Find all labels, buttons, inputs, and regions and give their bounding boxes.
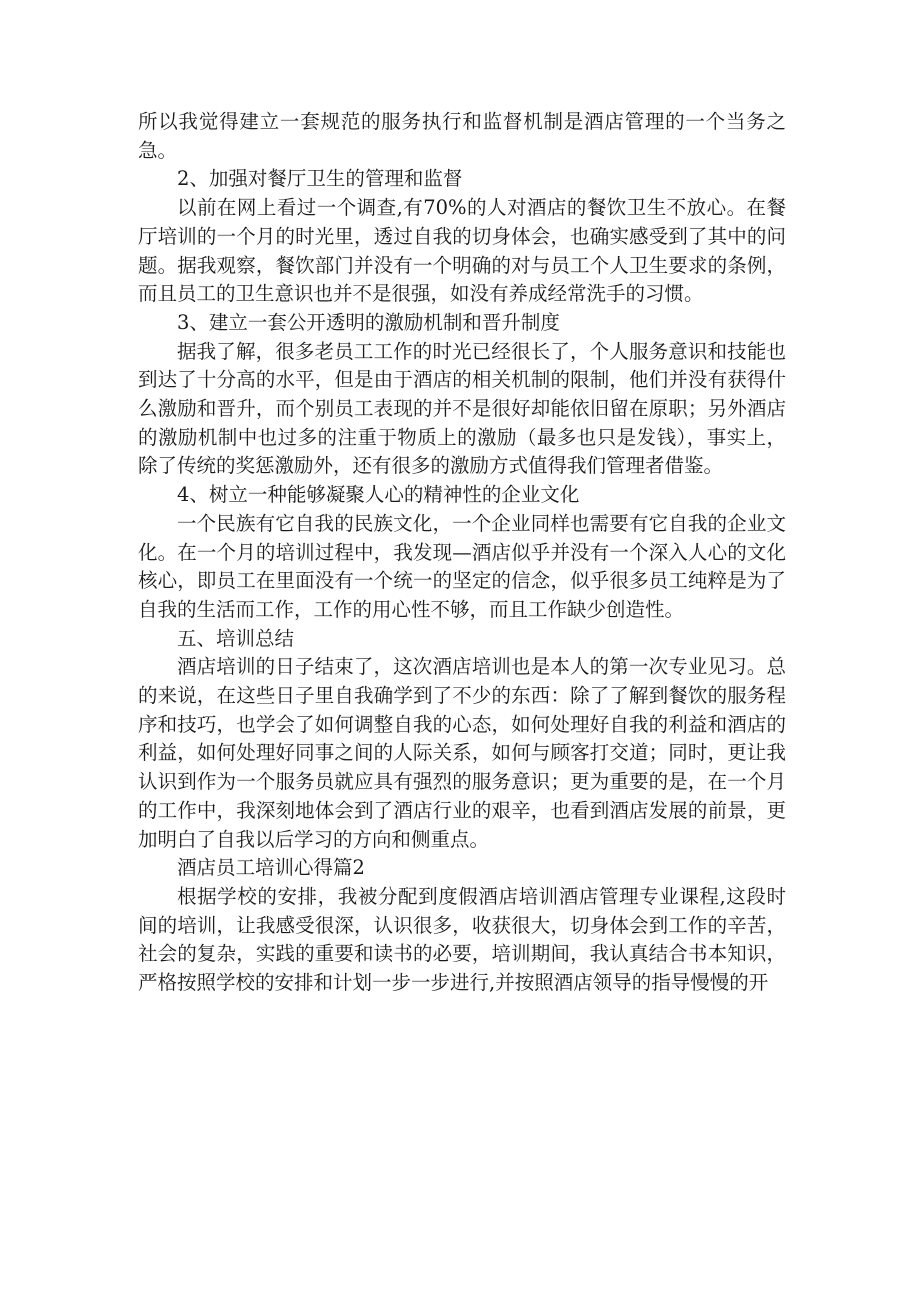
document-page <box>138 108 786 998</box>
heading-6: 4、树立一种能够凝聚人心的精神性的企业文化 <box>177 483 580 507</box>
paragraph-3: 以前在网上看过一个调查,有70%的人对酒店的餐饮卫生不放心。在餐厅培训的一个月的时光里，透过自我的切身体会，也确实感受到了其中的问题。据我观察，餐饮部门并没有一个明确的对与员工个人卫生要求的条例，而且员工的卫生意识也并不是很强，如没有养成经常洗手的习惯。 <box>138 196 786 306</box>
paragraph-9: 酒店培训的日子结束了，这次酒店培训也是本人的第一次专业见习。总的来说，在这些日子里自我确学到了不少的东西：除了了解到餐饮的服务程序和技巧，也学会了如何调整自我的心态，如何处理好自我的利益和酒店的利益，如何处理好同事之间的人际关系，如何与顾客打交道；同时，更让我认识到作为一个服务员就应具有强烈的服务意识；更为重要的是，在一个月的工作中，我深刻地体会到了酒店行业的艰辛，也看到酒店发展的前景，更加明白了自我以后学习的方向和侧重点。 <box>138 655 786 851</box>
heading-4: 3、建立一套公开透明的激励机制和晋升制度 <box>177 310 560 334</box>
paragraph-11: 根据学校的安排，我被分配到度假酒店培训酒店管理专业课程,这段时间的培训，让我感受很深，认识很多，收获很大，切身体会到工作的辛苦，社会的复杂，实践的重要和读书的必要，培训期间，我认真结合书本知识，严格按照学校的安排和计划一步一步进行,并按照酒店领导的指导慢慢的开 <box>138 884 786 995</box>
paragraph-5: 据我了解，很多老员工工作的时光已经很长了，个人服务意识和技能也到达了十分高的水平，但是由于酒店的相关机制的限制，他们并没有获得什么激励和晋升，而个别员工表现的并不是很好却能依旧留在原职；另外酒店的激励机制中也过多的注重于物质上的激励（最多也只是发钱），事实上，除了传统的奖惩激励外，还有很多的激励方式值得我们管理者借鉴。 <box>138 339 786 478</box>
heading-8: 五、培训总结 <box>177 626 295 650</box>
section-title-10: 酒店员工培训心得篇2 <box>177 856 365 880</box>
paragraph-1: 所以我觉得建立一套规范的服务执行和监督机制是酒店管理的一个当务之急。 <box>138 110 786 162</box>
paragraph-7: 一个民族有它自我的民族文化，一个企业同样也需要有它自我的企业文化。在一个月的培训过程中，我发现—酒店似乎并没有一个深入人心的文化核心，即员工在里面没有一个统一的坚定的信念，似乎很多员工纯粹是为了自我的生活而工作，工作的用心性不够，而且工作缺少创造性。 <box>138 511 786 621</box>
heading-2: 2、加强对餐厅卫生的管理和监督 <box>177 167 463 191</box>
